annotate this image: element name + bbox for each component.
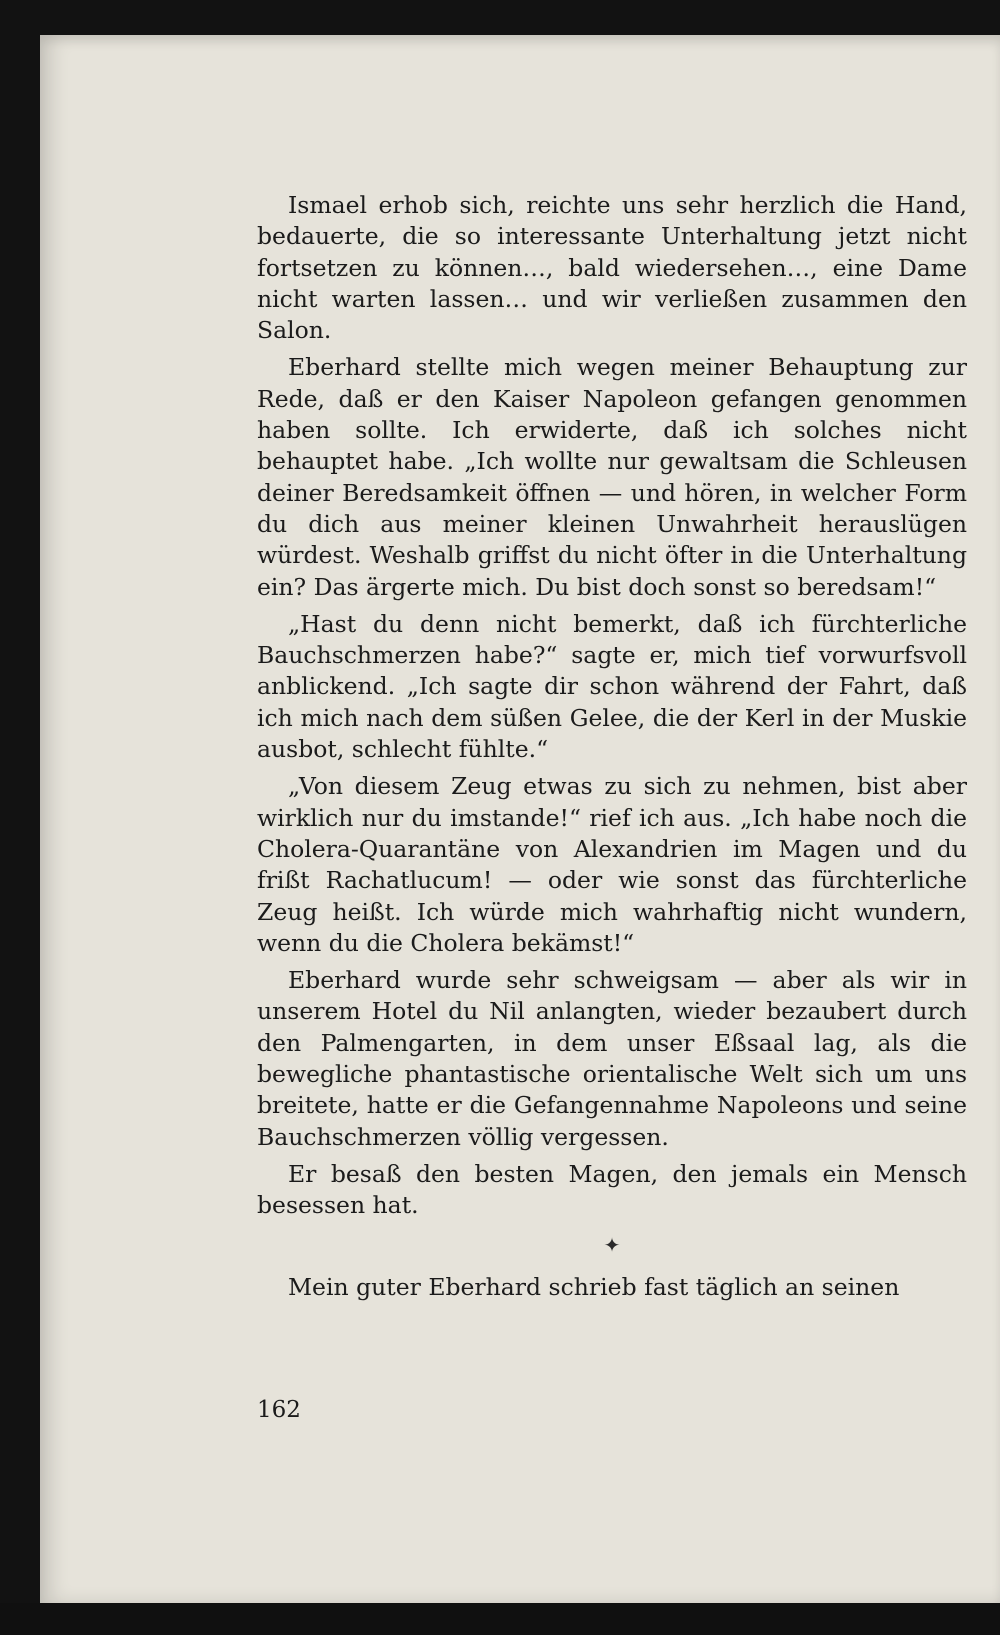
- paragraph-4: „Von diesem Zeug etwas zu sich zu nehmen, bist aber wirklich nur du imstande!“ rief ich aus. „Ich habe noch die Cholera-Quarantäne von Alexandrien im Magen und du frißt Rachatlucum! — oder wie sonst das fürchterliche Zeug heißt. Ich würde mich wahrhaftig nicht wundern, wenn du die Cholera bekämst!“: [257, 772, 967, 957]
- body-text: [257, 190, 967, 1309]
- page-number: 162: [257, 1397, 301, 1423]
- paragraph-1: Ismael erhob sich, reichte uns sehr herzlich die Hand, bedauerte, die so interessante Unterhaltung jetzt nicht fortsetzen zu können…, bald wiedersehen…, eine Dame nicht warten lassen… und wir verließen zusammen den Salon.: [257, 191, 967, 345]
- scan-bottom-border: [0, 1603, 1000, 1635]
- section-divider-ornament: ✦: [603, 1232, 621, 1257]
- paragraph-2: Eberhard stellte mich wegen meiner Behauptung zur Rede, daß er den Kaiser Napoleon gefangen genommen haben sollte. Ich erwiderte, daß ich solches nicht behauptet habe. „Ich wollte nur gewaltsam die Schleusen deiner Beredsamkeit öffnen — und hören, in welcher Form du dich aus meiner kleinen Unwahrheit herauslügen würdest. Weshalb griffst du nicht öfter in die Unterhaltung ein? Das ärgerte mich. Du bist doch sonst so beredsam!“: [257, 353, 967, 601]
- book-page: [40, 35, 1000, 1603]
- paragraph-7-continued: Mein guter Eberhard schrieb fast täglich an seinen: [288, 1272, 900, 1301]
- paragraph-3: „Hast du denn nicht bemerkt, daß ich fürchterliche Bauchschmerzen habe?“ sagte er, mich tief vorwurfsvoll anblickend. „Ich sagte dir schon während der Fahrt, daß ich mich nach dem süßen Gelee, die der Kerl in der Muskie ausbot, schlecht fühlte.“: [257, 609, 967, 764]
- paragraph-6: Er besaß den besten Magen, den jemals ein Mensch besessen hat.: [257, 1159, 967, 1220]
- paragraph-5: Eberhard wurde sehr schweigsam — aber als wir in unserem Hotel du Nil anlangten, wieder bezaubert durch den Palmengarten, in dem unser Eßsaal lag, als die bewegliche phantastische orientalische Welt sich um uns breitete, hatte er die Gefangennahme Napoleons und seine Bauchschmerzen völlig vergessen.: [257, 966, 967, 1151]
